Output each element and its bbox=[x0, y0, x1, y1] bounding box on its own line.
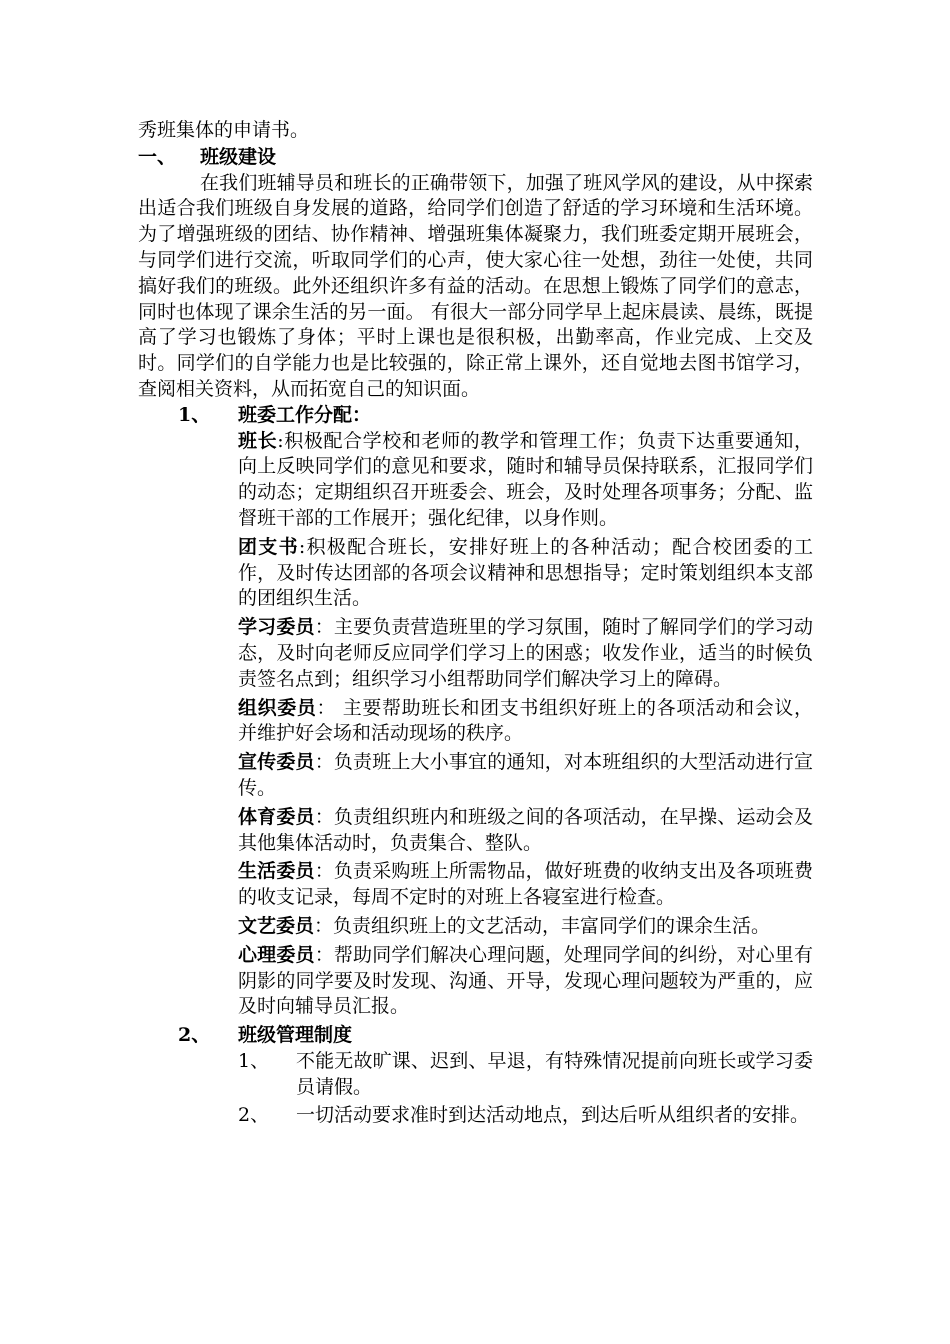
subsection-number: 1、 bbox=[178, 403, 211, 426]
role-name: 学习委员 bbox=[238, 616, 315, 639]
subsection-heading-2 bbox=[138, 1023, 813, 1049]
rule-number: 2、 bbox=[238, 1104, 270, 1127]
role-desc: ：帮助同学们解决心理问题，处理同学间的纠纷，对心里有阴影的同学要及时发现、沟通、开导，发现心理问题较为严重的，应及时向辅导员汇报。 bbox=[238, 943, 813, 1018]
subsection-title: 班委工作分配： bbox=[238, 403, 372, 426]
section-number: 一、 bbox=[138, 145, 177, 168]
role-desc: ：负责组织班上的文艺活动，丰富同学们的课余生活。 bbox=[314, 914, 771, 937]
role-item bbox=[238, 696, 813, 748]
rule-number: 1、 bbox=[238, 1049, 270, 1072]
rule-list bbox=[138, 1049, 813, 1129]
role-desc: ：负责班上大小事宜的通知，对本班组织的大型活动进行宣传。 bbox=[238, 751, 813, 799]
role-item bbox=[238, 535, 813, 612]
subsection-heading-1 bbox=[138, 403, 813, 429]
role-desc: ： 主要帮助班长和团支书组织好班上的各项活动和会议，并维护好会场和活动现场的秩序。 bbox=[238, 696, 813, 745]
role-name: 班长 bbox=[238, 429, 278, 452]
role-item bbox=[238, 943, 813, 1020]
subsection-title: 班级管理制度 bbox=[238, 1024, 353, 1047]
role-desc: :积极配合学校和老师的教学和管理工作；负责下达重要通知，向上反映同学们的意见和要求，随时和辅导员保持联系，汇报同学们的动态；定期组织召开班委会、班会，及时处理各项事务；分配、监督班干部的工作展开；强化纪律，以身作则。 bbox=[238, 429, 813, 529]
intro-fragment: 秀班集体的申请书。 bbox=[138, 119, 310, 141]
document-page bbox=[138, 118, 813, 1132]
role-item bbox=[238, 429, 813, 532]
section-heading bbox=[138, 145, 813, 171]
rule-text: 不能无故旷课、迟到、早退，有特殊情况提前向班长或学习委员请假。 bbox=[296, 1049, 813, 1098]
role-name: 文艺委员 bbox=[238, 914, 315, 937]
role-name: 团支书 bbox=[238, 535, 299, 558]
rule-item bbox=[238, 1049, 813, 1101]
section-title: 班级建设 bbox=[200, 145, 277, 168]
role-name: 生活委员 bbox=[238, 860, 315, 883]
subsection-number: 2、 bbox=[178, 1024, 211, 1047]
role-item bbox=[238, 805, 813, 857]
rule-text: 一切活动要求准时到达活动地点，到达后听从组织者的安排。 bbox=[296, 1104, 810, 1127]
role-name: 心理委员 bbox=[238, 943, 315, 966]
role-item bbox=[238, 914, 813, 940]
role-list bbox=[138, 429, 813, 1021]
role-desc: ：负责采购班上所需物品，做好班费的收纳支出及各项班费的收支记录，每周不定时的对班上各寝室进行检查。 bbox=[238, 860, 813, 909]
section-paragraph: 在我们班辅导员和班长的正确带领下，加强了班风学风的建设，从中探索出适合我们班级自身发展的道路，给同学们创造了舒适的学习环境和生活环境。 为了增强班级的团结、协作精神、增强班集体凝聚力，我们班委定期开展班会，与同学们进行交流，听取同学们的心声，使大家心往一处想，劲往一处使，共同搞好我们的班级。此外还组织许多有益的活动。在思想上锻炼了同学们的意志，同时也体现了课余生活的另一面。 有很大一部分同学早上起床晨读、晨练，既提高了学习也锻炼了身体；平时上课也是很积极，出勤率高，作业完成、上交及时。同学们的自学能力也是比较强的，除正常上课外，还自觉地去图书馆学习，查阅相关资料，从而拓宽自己的知识面。 bbox=[138, 171, 813, 400]
role-desc: ：负责组织班内和班级之间的各项活动，在早操、运动会及其他集体活动时，负责集合、整队。 bbox=[238, 805, 813, 854]
role-name: 体育委员 bbox=[238, 805, 315, 828]
role-item bbox=[238, 859, 813, 911]
rule-item bbox=[238, 1103, 813, 1129]
role-desc: :积极配合班长，安排好班上的各种活动；配合校团委的工作，及时传达团部的各项会议精神和思想指导；定时策划组织本支部的团组织生活。 bbox=[238, 535, 813, 610]
role-item bbox=[238, 750, 813, 802]
role-item bbox=[238, 615, 813, 692]
role-name: 宣传委员 bbox=[238, 751, 315, 774]
role-desc: ：主要负责营造班里的学习氛围，随时了解同学们的学习动态，及时向老师反应同学们学习上的困惑；收发作业，适当的时候负责签名点到；组织学习小组帮助同学们解决学习上的障碍。 bbox=[238, 616, 813, 690]
role-name: 组织委员 bbox=[238, 696, 317, 719]
